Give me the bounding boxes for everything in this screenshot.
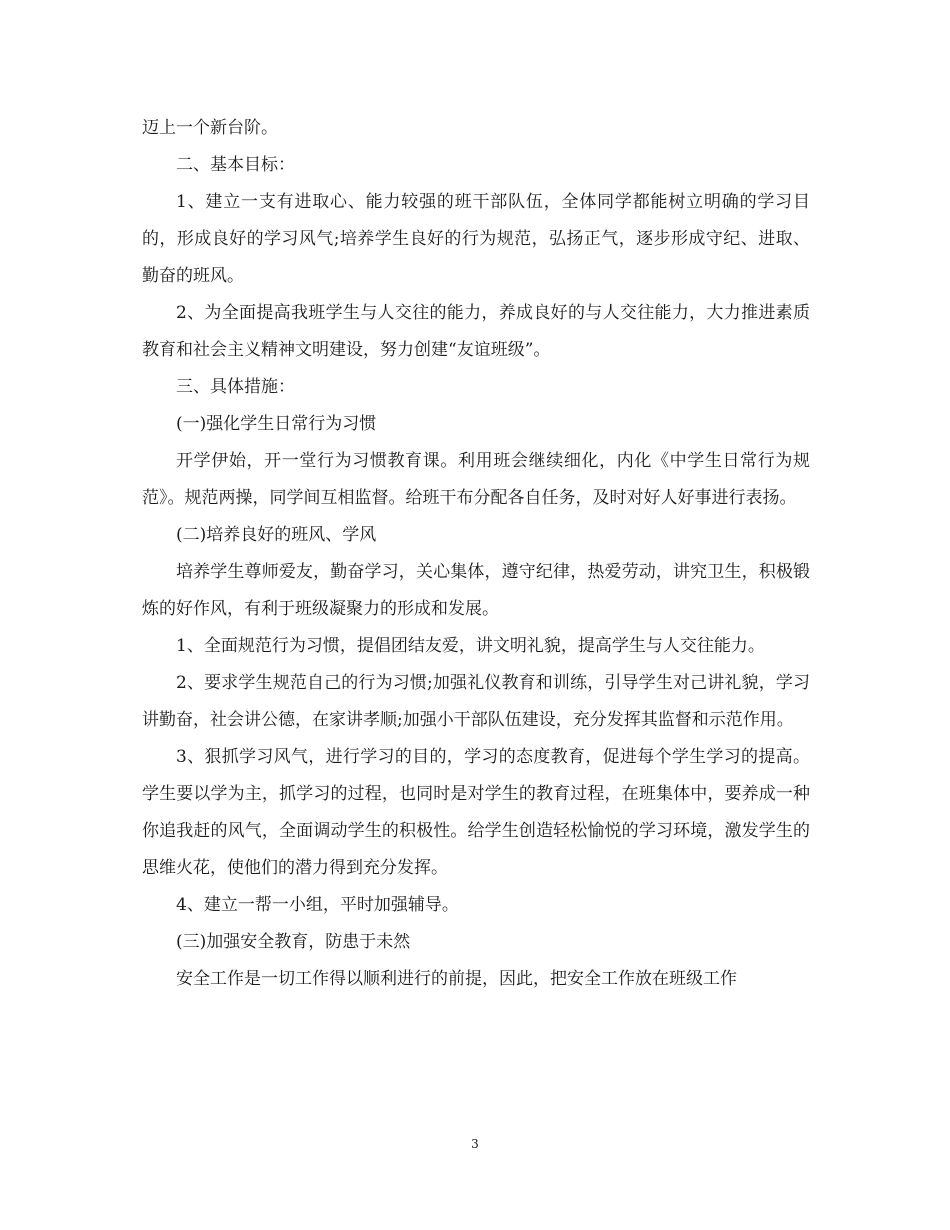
measure-item-3: 3、狠抓学习风气，进行学习的目的，学习的态度教育，促进每个学生学习的提高。学生要以学为主，抓学习的过程，也同时是对学生的教育过程，在班集体中，要养成一种你追我赶的风气，全面调动学生的积极性。给学生创造轻松愉悦的学习环境，激发学生的思维火花，使他们的潜力得到充分发挥。 xyxy=(142,747,810,878)
section-heading-basic-goals: 二、基本目标： xyxy=(176,155,295,175)
paragraph-daily-habits: 开学伊始，开一堂行为习惯教育课。利用班会继续细化，内化《中学生日常行为规范》。规范两操，同学间互相监督。给班干布分配各自任务，及时对好人好事进行表扬。 xyxy=(142,451,810,508)
page-number: 3 xyxy=(471,1137,479,1151)
measure-item-4: 4、建立一帮一小组，平时加强辅导。 xyxy=(176,895,459,915)
paragraph-safety: 安全工作是一切工作得以顺利进行的前提，因此，把安全工作放在班级工作 xyxy=(176,969,737,989)
document-body xyxy=(142,110,810,998)
goal-item-2: 2、为全面提高我班学生与人交往的能力，养成良好的与人交往能力，大力推进素质教育和社会主义精神文明建设，努力创建“友谊班级”。 xyxy=(142,303,810,360)
paragraph-continuation: 迈上一个新台阶。 xyxy=(142,118,278,138)
measure-item-2: 2、要求学生规范自己的行为习惯;加强礼仪教育和训练，引导学生对己讲礼貌，学习讲勤奋，社会讲公德，在家讲孝顺;加强小干部队伍建设，充分发挥其监督和示范作用。 xyxy=(142,673,810,730)
measure-item-1: 1、全面规范行为习惯，提倡团结友爱，讲文明礼貌，提高学生与人交往能力。 xyxy=(176,636,765,656)
subheading-class-style: (二)培养良好的班风、学风 xyxy=(176,525,377,545)
section-heading-measures: 三、具体措施： xyxy=(176,377,295,397)
subheading-safety: (三)加强安全教育，防患于未然 xyxy=(176,932,411,952)
paragraph-class-style: 培养学生尊师爱友，勤奋学习，关心集体，遵守纪律，热爱劳动，讲究卫生，积极锻炼的好作风，有利于班级凝聚力的形成和发展。 xyxy=(142,562,810,619)
goal-item-1: 1、建立一支有进取心、能力较强的班干部队伍，全体同学都能树立明确的学习目的，形成良好的学习风气;培养学生良好的行为规范，弘扬正气，逐步形成守纪、进取、勤奋的班风。 xyxy=(142,192,810,286)
subheading-daily-habits: (一)强化学生日常行为习惯 xyxy=(176,414,377,434)
